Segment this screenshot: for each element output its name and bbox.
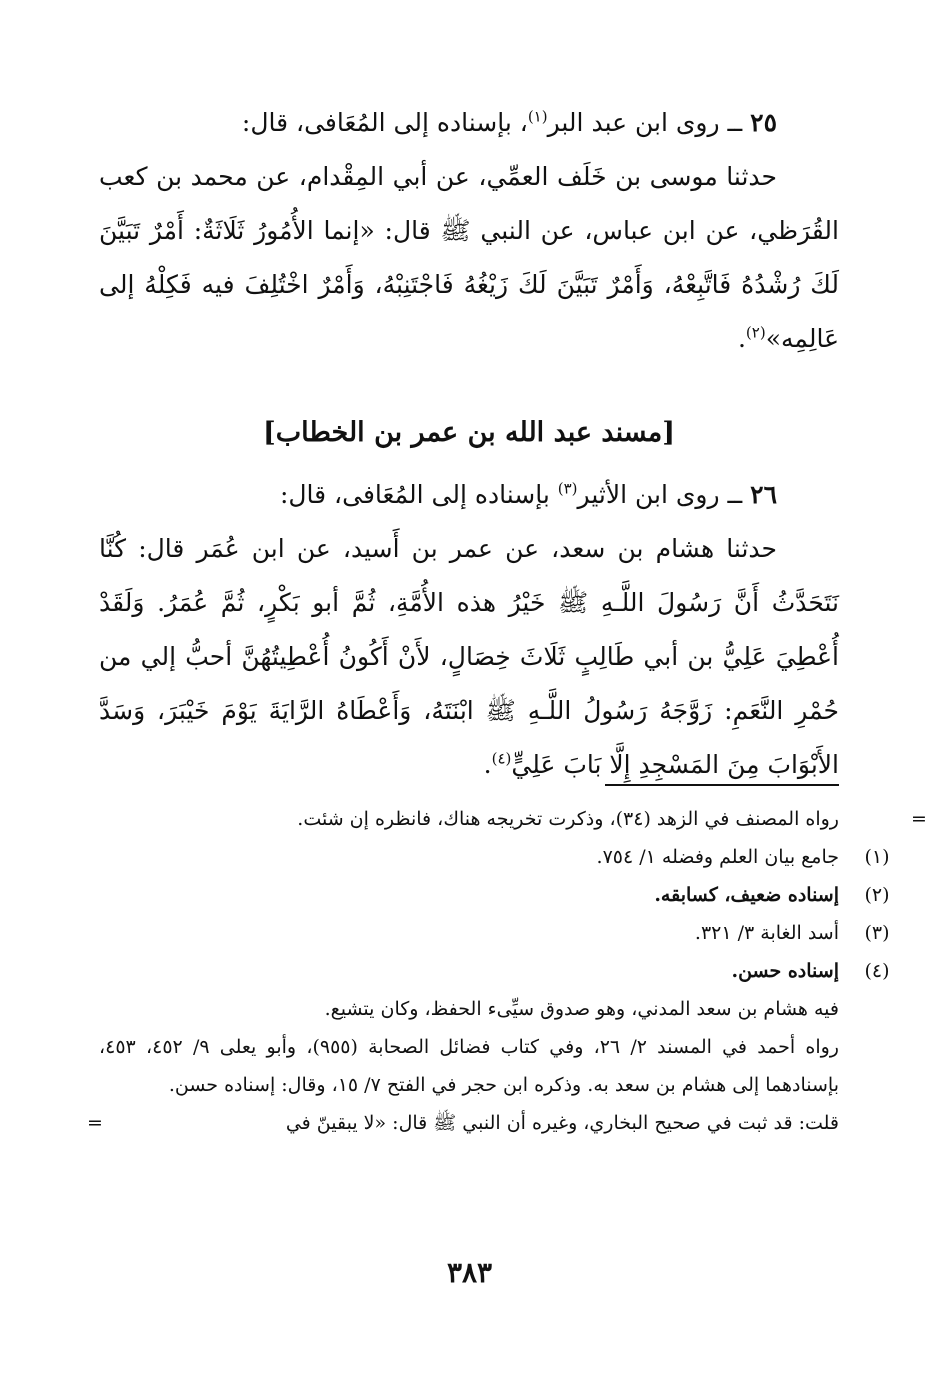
entry-25-intro [99,96,839,150]
entry-26-body [99,522,839,792]
section-heading: [مسند عبد الله بن عمر بن الخطاب] [262,417,676,448]
footnote-2 [99,876,890,914]
footnote-text: جامع بيان العلم وفضله ١/ ٧٥٤. [596,846,839,868]
page-number: ٣٨٣ [446,1256,493,1289]
footnote-marker: (٢) [864,884,890,906]
footnote-ref[interactable]: (١) [527,107,548,126]
footnote-1 [99,838,890,876]
footnote-text: إسناده حسن. [731,960,839,982]
footnote-marker: (١) [864,846,890,868]
footnote-4 [99,952,890,990]
hadith-text: حدثنا موسى بن خَلَف العمِّي، عن أبي المِقْدام، عن محمد بن كعب القُرَظي، عن ابن عباس، عن النبي ﷺ قال: «إنما الأُمُورُ ثَلَاثَةٌ: أَمْرٌ تَبَيَّنَ لَكَ رُشْدُهُ فَاتَّبِعْهُ، وَأَمْرٌ تَبَيَّنَ لَكَ زَيْغُهُ فَاجْتَنِبْهُ، وَأَمْرٌ اخْتُلِفَ فيه فَكِلْهُ إلى عَالِمِه» [99,162,839,353]
footnote-text: رواه المصنف في الزهد (٣٤)، وذكرت تخريجه هناك، فانظره إن شئت. [297,808,839,830]
end-punctuation: . [737,324,746,353]
footnote-divider [605,784,839,786]
footnote-text: فيه هشام بن سعد المدني، وهو صدوق سيِّىء الحفظ، وكان يتشيع. [324,998,839,1020]
footnote-marker: (٣) [864,922,890,944]
footnote-text: رواه أحمد في المسند ٢/ ٢٦، وفي كتاب فضائل الصحابة (٩٥٥)، وأبو يعلى ٩/ ٤٥٢، ٤٥٣، بإسنادهما إلى هشام بن سعد به. وذكره ابن حجر في الفتح ٧/ ١٥، وقال: إسناده حسن. [99,1036,839,1096]
entry-number: ٢٦ [750,480,777,509]
entry-intro-text: ، بإسناده إلى المُعَافى، قال: [241,108,528,137]
entry-dash: ــ [727,108,743,137]
footnote-3 [99,914,890,952]
footnote-ref[interactable]: (٤) [491,749,512,768]
footnote-text: قلت: قد ثبت في صحيح البخاري، وغيره أن النبي ﷺ قال: «لا يبقينّ في [285,1112,839,1134]
entry-dash: ــ [727,480,743,509]
continuation-marker: = [911,808,927,830]
footnote-4-detail [99,1028,839,1104]
footnote-4-detail [99,990,839,1028]
hadith-text: حدثنا هشام بن سعد، عن عمر بن أَسيد، عن ابن عُمَر قال: كُنَّا نَتَحَدَّثُ أَنَّ رَسُولَ اللَّـهِ ﷺ خَيْرُ هذه الأُمَّةِ، ثُمَّ أبو بَكْرٍ، ثُمَّ عُمَرُ. وَلَقَدْ أُعْطِيَ عَلِيُّ بن أبي طَالِبٍ ثَلَاثَ خِصَالٍ، لأَنْ أَكُونُ أُعْطِيتُهُنَّ أحبُّ إلي من حُمْرِ النَّعَمِ: زَوَّجَهُ رَسُولُ اللَّـهِ ﷺ ابْنَتَهُ، وَأَعْطَاهُ الرَّايَةَ يَوْمَ خَيْبَرَ، وَسَدَّ الأَبْوَابَ مِنَ المَسْجِدِ إِلَّا بَابَ عَلِيٍّ [99,534,839,779]
footnote-text: أسد الغابة ٣/ ٣٢١. [694,922,839,944]
entry-intro-text: روى ابن الأثير [577,480,720,509]
entry-25-body [99,150,839,366]
footnote-4-detail [87,1104,839,1142]
end-punctuation: . [483,750,492,779]
footnote-continuation [99,800,927,838]
entry-26-intro [99,468,839,522]
footnotes [87,800,927,1142]
footnote-marker: (٤) [864,960,890,982]
continuation-marker: = [87,1112,103,1134]
footnote-text: إسناده ضعيف، كسابقه. [654,884,839,906]
entry-intro-text: روى ابن عبد البر [547,108,720,137]
main-text [99,96,839,792]
footnote-ref[interactable]: (٢) [745,323,766,342]
entry-number: ٢٥ [750,108,777,137]
entry-intro-text: بإسناده إلى المُعَافى، قال: [279,480,558,509]
footnote-ref[interactable]: (٣) [557,479,578,498]
